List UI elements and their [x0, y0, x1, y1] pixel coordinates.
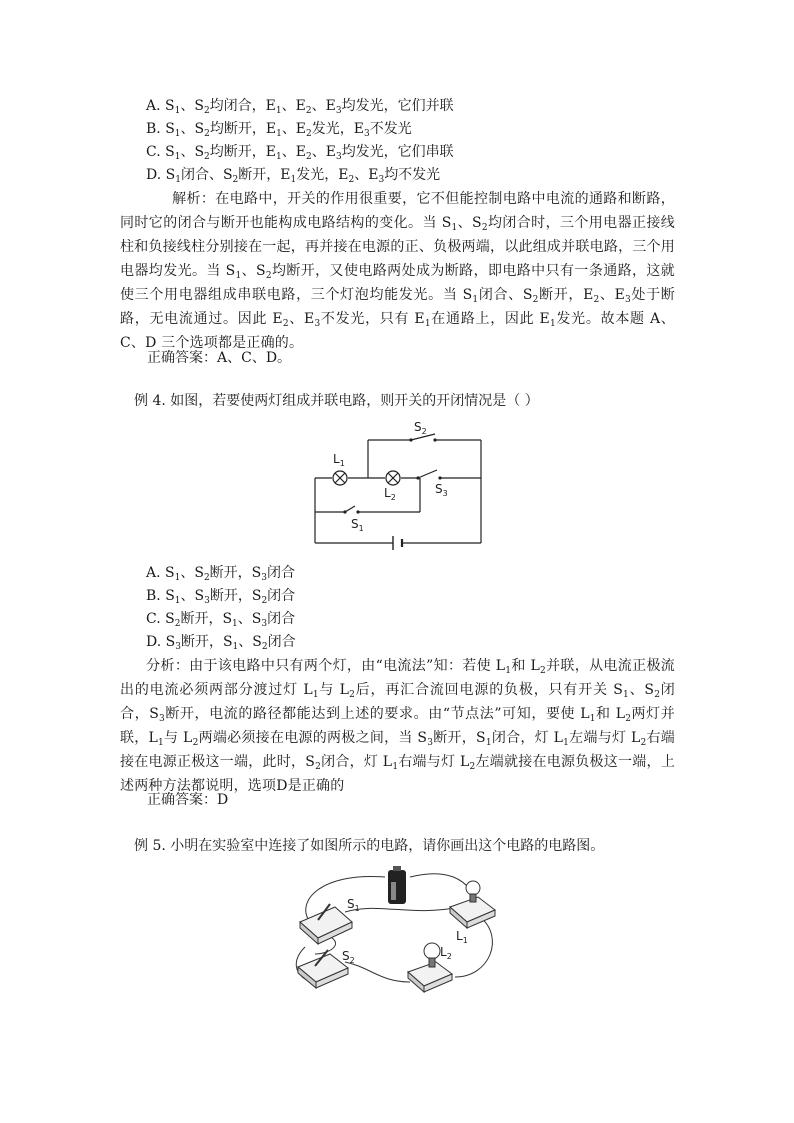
switch-s1-icon — [300, 904, 352, 944]
label-s1: $S_1$ — [351, 517, 364, 533]
q3-option-c: C. $S_1$、$S_2$均断开，$E_1$、$E_2$、$E_3$均发光，它们串联 — [146, 144, 454, 162]
q4-title: 例 4. 如图，若要使两灯组成并联电路，则开关的开闭情况是（ ） — [134, 393, 539, 409]
q5-title: 例 5. 小明在实验室中连接了如图所示的电路，请你画出这个电路的电路图。 — [134, 838, 605, 854]
q3-option-a: A. $S_1$、$S_2$均闭合，$E_1$、$E_2$、$E_3$均发光，它们并联 — [146, 98, 454, 116]
photo-label-s1: $S_1$ — [347, 897, 360, 913]
q4-option-b: B. $S_1$、$S_3$断开，$S_2$闭合 — [146, 588, 296, 606]
q3-option-b: B. $S_1$、$S_2$均断开，$E_1$、$E_2$发光，$E_3$不发光 — [146, 121, 412, 139]
q4-option-a: A. $S_1$、$S_2$断开，$S_3$闭合 — [146, 565, 295, 583]
q4-analysis: 分析：由于该电路中只有两个灯，由“电流法”知：若使 $L_1$和 $L_2$并联，从电流正极流出的电流必须两部分渡过灯 $L_1$与 $L_2$后，再汇合流回电源的负极，只有开关 $S_1$、$S_2$闭合，$S_3$断开，电流的路径都能达到上述的要求。由“节点法”可知，要使 $L_1$和 $L_2$两灯并联，$L_1$与 $L_2$两端必须接在电源的两极之间，当 $S_3$断开，$S_1$闭合，灯 $L_1$左端与灯 $L_2$右端接在电源正极这一端，此时，$S_2$闭合，灯 $L_1$右端与灯 $L_2$左端就接在电源负极这一端，上述两种方法都说明，选项D是正确的 — [120, 658, 676, 794]
switch-s2-icon — [298, 950, 348, 988]
label-l1: $L_1$ — [333, 452, 345, 468]
q5-circuit-photo — [290, 862, 510, 1002]
photo-label-s2: $S_2$ — [342, 949, 355, 965]
battery-icon — [388, 866, 406, 904]
q3-option-d: D. $S_1$闭合、$S_2$断开，$E_1$发光，$E_2$、$E_3$均不发光 — [146, 167, 441, 185]
photo-label-l1: $L_1$ — [456, 929, 468, 945]
q4-option-c: C. $S_2$断开，$S_1$、$S_3$闭合 — [146, 611, 296, 629]
q4-answer: 正确答案：D — [147, 792, 229, 808]
q3-answer: 正确答案：A、C、D。 — [147, 350, 292, 366]
lamp-l1-icon — [450, 881, 495, 928]
q3-analysis: 解析：在电路中，开关的作用很重要，它不但能控制电路中电流的通路和断路，同时它的闭合与断开也能构成电路结构的变化。当 $S_1$、$S_2$均闭合时，三个用电器正接线柱和负接线柱分别接在一起，再并接在电源的正、负极两端，以此组成并联电路，三个用电器均发光。当 $S_1$、$S_2$均断开，又使电路两处成为断路，即电路中只有一条通路，这就使三个用电器组成串联电路，三个灯泡均能发光。当 $S_1$闭合、$S_2$断开，$E_2$、$E_3$处于断路，无电流通过。因此 $E_2$、$E_3$不发光，只有 $E_1$在通路上，因此 $E_1$发光。故本题 A、C、D 三个选项都是正确的。 — [120, 191, 676, 351]
photo-label-l2: $L_2$ — [440, 945, 452, 961]
q4-option-d: D. $S_3$断开，$S_1$、$S_2$闭合 — [146, 634, 296, 652]
label-s3: $S_3$ — [435, 482, 448, 498]
label-s2: $S_2$ — [414, 420, 427, 436]
q4-circuit-diagram — [300, 412, 500, 552]
label-l2: $L_2$ — [384, 486, 396, 502]
